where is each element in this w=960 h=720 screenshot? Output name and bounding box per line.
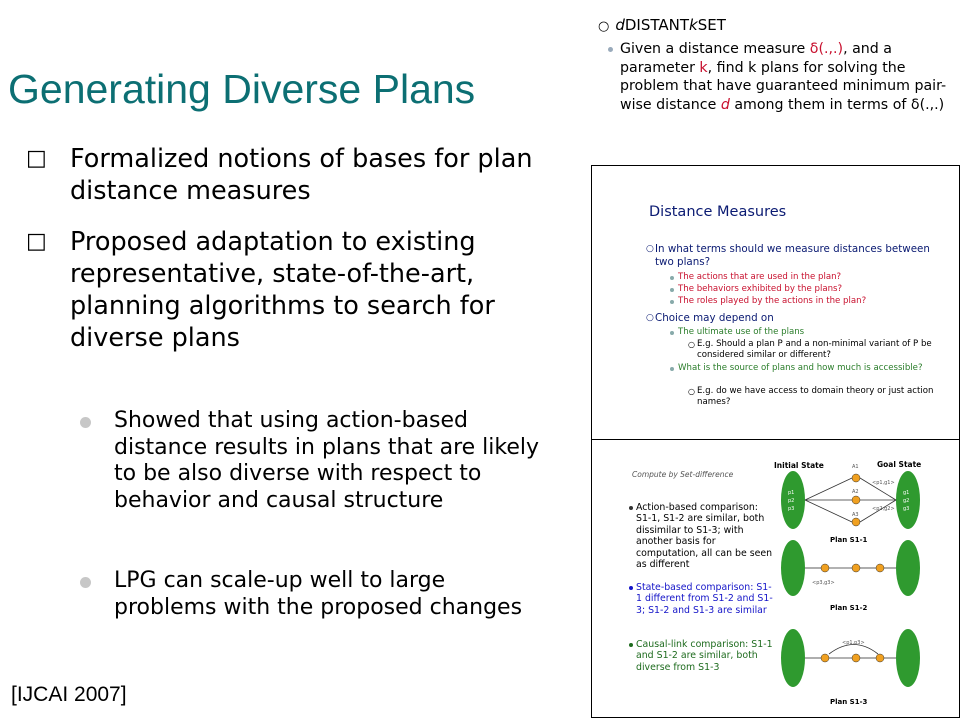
slide-title: Generating Diverse Plans xyxy=(8,66,476,112)
edge-label: <p3,g3> xyxy=(812,580,835,586)
round-bullet-icon xyxy=(80,577,91,588)
edge-label: <p1,g1> xyxy=(872,480,895,486)
hollow-circle-bullet-icon: ○ xyxy=(598,19,610,34)
choice-text: What is the source of plans and how much is accessible? xyxy=(678,363,923,373)
initial-state-label: Initial State xyxy=(774,461,824,470)
action-node xyxy=(852,518,860,526)
bullet-text: Proposed adaptation to existing representative, state-of-the-art, planning algorithms to search for diverse plans xyxy=(70,227,495,353)
comparison-text: Action-based comparison: S1-1, S1-2 are similar, both dissimilar to S1-3; with another basis for computation, all can be seen as different xyxy=(636,502,773,571)
note-text: E.g. Should a plan P and a non-minimal variant of P be considered similar or different? xyxy=(697,339,932,360)
goal-state-node xyxy=(896,540,920,596)
action-node xyxy=(876,564,884,572)
ddistantkset-excerpt xyxy=(598,16,956,114)
excerpt-text: , find k plans for solving the problem that have guaranteed minimum pair-wise distance xyxy=(620,59,947,113)
state-label: g2 xyxy=(903,498,910,504)
choice-note xyxy=(688,339,947,361)
round-bullet-icon xyxy=(80,417,91,428)
state-label: g1 xyxy=(903,490,910,496)
excerpt-text: , and a parameter xyxy=(620,41,892,76)
measure-text: The roles played by the actions in the plan? xyxy=(678,296,867,306)
bullet-bases xyxy=(26,143,540,207)
choice-note xyxy=(688,386,947,408)
hollow-circle-bullet-icon: ○ xyxy=(688,387,695,396)
param-d: d xyxy=(720,96,730,113)
hollow-circle-bullet-icon: ○ xyxy=(646,313,654,323)
bullet-text: Formalized notions of bases for plan distance measures xyxy=(70,144,533,206)
sub-bullet-text: Showed that using action-based distance results in plans that are likely to be also diverse with respect to behavior and causal structure xyxy=(114,408,540,513)
dot-icon xyxy=(629,643,633,647)
causal-link-comparison xyxy=(636,639,774,673)
action-based-comparison xyxy=(636,502,774,570)
action-node xyxy=(852,654,860,662)
comparison-text: Causal-link comparison: S1-1 and S1-2 are similar, both diverse from S1-3 xyxy=(636,639,773,673)
hollow-square-bullet-icon: □ xyxy=(26,229,47,254)
hollow-square-bullet-icon: □ xyxy=(26,146,47,171)
action-node xyxy=(821,564,829,572)
measure-item xyxy=(678,284,948,295)
action-node xyxy=(852,564,860,572)
note-text: E.g. do we have access to domain theory or just action names? xyxy=(697,386,934,407)
dot-icon xyxy=(670,276,674,280)
round-bullet-icon xyxy=(608,47,613,52)
edge-label: <p1,p3> xyxy=(842,640,865,646)
state-based-comparison xyxy=(636,582,774,616)
question-terms xyxy=(646,243,945,269)
state-label: p2 xyxy=(788,498,795,504)
heading-k: k xyxy=(689,16,698,34)
excerpt-text: Given a distance measure xyxy=(620,41,806,57)
initial-state-node xyxy=(781,540,805,596)
param-k: k xyxy=(699,59,708,76)
set-difference-panel xyxy=(591,439,960,718)
measure-item xyxy=(678,296,948,307)
question-text: In what terms should we measure distances between two plans? xyxy=(655,243,930,268)
citation: [IJCAI 2007] xyxy=(11,683,127,706)
plan-diagram xyxy=(592,440,959,717)
comparison-text: State-based comparison: S1-1 different from S1-2 and S1-3; S1-2 and S1-3 are similar xyxy=(636,582,773,616)
sub-bullet-lpg xyxy=(80,568,554,621)
state-label: p3 xyxy=(788,506,795,512)
dot-icon xyxy=(629,586,633,590)
initial-state-node xyxy=(781,629,805,687)
dot-icon xyxy=(670,331,674,335)
action-label: A2 xyxy=(852,489,859,495)
choice-text: The ultimate use of the plans xyxy=(678,327,805,337)
delta-symbol: δ(.,.) xyxy=(910,96,945,113)
compute-caption: Compute by Set-difference xyxy=(632,470,734,479)
goal-state-label: Goal State xyxy=(877,460,922,469)
plan-label: Plan S1-2 xyxy=(830,604,868,612)
bullet-adaptation xyxy=(26,226,540,354)
excerpt-text: among them in terms of xyxy=(734,96,907,113)
heading-set: SET xyxy=(697,16,726,34)
heading-d: d xyxy=(615,16,625,34)
question-choice xyxy=(646,312,945,325)
choice-item xyxy=(678,363,948,374)
excerpt-definition xyxy=(620,40,950,114)
distance-measures-panel xyxy=(591,165,960,440)
action-label: A3 xyxy=(852,512,859,518)
measure-text: The actions that are used in the plan? xyxy=(678,272,842,282)
distance-measures-title: Distance Measures xyxy=(649,204,787,220)
question-text: Choice may depend on xyxy=(655,312,774,324)
goal-state-node xyxy=(896,629,920,687)
measure-text: The behaviors exhibited by the plans? xyxy=(678,284,843,294)
measure-item xyxy=(678,272,948,283)
hollow-circle-bullet-icon: ○ xyxy=(646,244,654,254)
choice-item xyxy=(678,327,948,338)
action-node xyxy=(876,654,884,662)
dot-icon xyxy=(670,288,674,292)
sub-bullet-text: LPG can scale-up well to large problems with the proposed changes xyxy=(114,568,523,620)
delta-symbol: δ(.,.) xyxy=(809,41,844,57)
hollow-circle-bullet-icon: ○ xyxy=(688,340,695,349)
state-label: p1 xyxy=(788,490,795,496)
dot-icon xyxy=(670,300,674,304)
sub-bullet-action-distance xyxy=(80,408,554,514)
dot-icon xyxy=(670,367,674,371)
action-node xyxy=(852,474,860,482)
action-label: A1 xyxy=(852,464,859,470)
action-node xyxy=(821,654,829,662)
dot-icon xyxy=(629,506,633,510)
plan-label: Plan S1-1 xyxy=(830,536,868,544)
plan-label: Plan S1-3 xyxy=(830,698,868,706)
action-node xyxy=(852,496,860,504)
edge-label: <p2,g2> xyxy=(872,506,895,512)
state-label: g3 xyxy=(903,506,910,512)
excerpt-heading xyxy=(598,16,956,34)
heading-distant: DISTANT xyxy=(624,16,690,34)
